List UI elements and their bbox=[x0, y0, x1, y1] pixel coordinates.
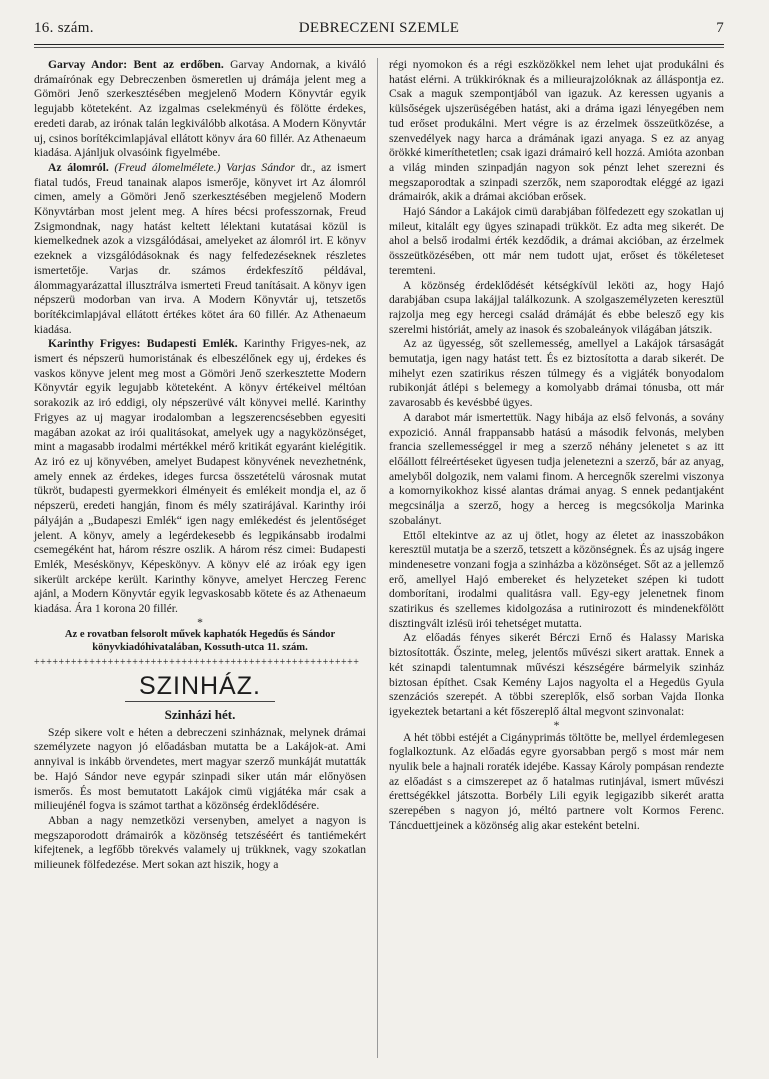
article-paragraph: A hét többi estéjét a Cigányprimás töltötte be, mellyel érdemlegesen foglalkoztunk. Az előadás egyre gyorsabban pergő s most már nem nyulik bele a hajnali roraték idejébe. Kassay Károly pompásan rendezte az előadást s a cimszerepet az ő hatalmas rutinjával, ismert művészi érettségékkel játszotta. Borbély Lili egyik legigazibb sikerét aratta szerepében s nagyon jó, méltó partnere volt Kormos Ferenc. Táncduettjeinek a közönség alig akar esteként betelni. bbox=[389, 730, 724, 832]
review-text: Karinthy Frigyes-nek, az ismert és népszerü humoristának és elbeszélőnek egy uj, érdekes és vaskos könyve jelent meg most a Gömöri Jenő szerkesztette Modern Könyvtár egyik legujabb köteteként. A könyv értékeivel méltóan sorakozik az iró eddigi, oly népszerüvé vált könyvei mellé. Karinthy Frigyes az uj magyar irodalomban a legszerencsésebben egyesiti magában azokat az irói qualitásokat, amelyek ugy a nagyközönséget, mint a magasabb irodalmi mértékkel mérő kritikát egyaránt kielégitik. Az iró ez uj könyvében, amelyet Budapest könyvének nevezhetnénk, amely ennek az érdekes, ideges furcsa összetételü városnak mutat tükröt, budapesti gyermekkori élményeit és emlékeit mondja el, az ő népszerü, eredeti hangján, finom és mély szatirájával. Karinthy irói pályáján a „Budapeszi Emlék“ igen nagy emlékedést és jelentőséget jelent. A könyv, amely a legérdekesebb és legpikánsabb irodalmi csemegéként hat, három részre oszlik. A három rész cimei: Budapesti Emlék, Meséskönyv, Képeskönyv. A könyv elé az iróak egy igen sikerült arcképe került. Karinthy könyve, amelyet Herczeg Ferenc ajánl, a Modern Könyvtár egyik legvaskosabb kötete és az Athenaeum kiadása. Ára 1 korona 20 fillér. bbox=[34, 337, 366, 616]
section-heading-szinhaz: SZINHÁZ. bbox=[139, 671, 261, 700]
section-rule bbox=[125, 701, 275, 702]
bookshop-notice: Az e rovatban felsorolt művek kaphatók Hegedűs és Sándor könyvkiadóhivatalában, Kossuth-utca 11. szám. bbox=[64, 628, 336, 653]
separator-star: * bbox=[553, 718, 560, 732]
separator-star: * bbox=[197, 615, 203, 629]
article-paragraph: Az az ügyesség, sőt szellemesség, amellyel a Lakájok társaságát bemutatja, igen nagy hatást tett. És ez biztosította a darab sikerét. De mihelyt ezen szatirikus részen túlmegy és a vigjáték bonyodalom rubikonját átlépi s belemegy a komolyabb drámai tónusba, ott már zavarosabb és kevésbbé ügyes. bbox=[389, 337, 724, 410]
issue-number: 16. szám. bbox=[34, 20, 94, 36]
right-column bbox=[389, 58, 724, 834]
review-title: Karinthy Frigyes: Budapesti Emlék. bbox=[48, 337, 238, 351]
article-paragraph: régi nyomokon és a régi eszközökkel nem lehet ujat produkálni és hatást elérni. A trükkiróknak és a milieurajzolóknak az álláspontja ez. Csak a maguk szempontjából van igazuk. Az keressen ugyanis a külsőségek ujszerüségében hatást, aki a dráma igazi lényegében nem tud erőset produkálni. Mert végre is az érzelmek összeütközése, a szenvedélyek nagy harca a drámának igazi anyaga. S ez az anyag örökké kimeríthetetlen; csak igazi drámairó kell hozzá. Amióta azonban a világ minden szinpadján nagyon sok pénzt lehet szerezni és megszaporodtak a szinpadi szerzők, nem szaporodtak eléggé az igazi drámairók, akik a drámai akcióban erősek. bbox=[389, 58, 724, 204]
page-header bbox=[34, 18, 724, 44]
page-number: 7 bbox=[716, 20, 724, 36]
journal-title: DEBRECZENI SZEMLE bbox=[298, 20, 460, 36]
review-alomrol bbox=[34, 161, 366, 337]
left-column bbox=[34, 58, 366, 873]
review-title: Garvay Andor: Bent az erdőben. bbox=[48, 58, 224, 71]
ornament-crosses: +++++++++++++++++++++++++++++++++++++++++++++++++++++ bbox=[34, 656, 360, 668]
review-karinthy bbox=[34, 337, 366, 616]
review-title: Az álomról. bbox=[48, 160, 109, 174]
article-paragraph: A közönség érdeklődését kétségkívül leköti az, hogy Hajó darabjában csupa lakájjal találkozunk. A szolgaszemélyzeten keresztül rajzolja meg egy hercegi család drámáját és ebbe belesző egy kis szerelmi históriát, amely az inasok és szobaleányok világában játszik. bbox=[389, 278, 724, 336]
article-paragraph: Szép sikere volt e héten a debreczeni szinháznak, melynek drámai személyzete nagyon jó előadásban mutatta be a Lakájok-at. Ami annyival is inkább örvendetes, mert magyar szerző munkáját mutatták be. Hajó Sándor neve egypár szinpadi siker után már előnyösen ismerős. És most bemutatott Lakájok cimü vigjátéka már csak a milieujénél fogva is számot tarthat a közönség érdeklődésére. bbox=[34, 725, 366, 813]
review-subtitle: (Freud álomelmélete.) Varjas Sándor bbox=[114, 160, 295, 174]
article-paragraph: A darabot már ismertettük. Nagy hibája az első felvonás, a sovány expozició. Annál frappansabb hatású a második felvonás, melyben francia szellemességgel ir meg a szerző néhány jelenetet s az itt előállott félreértéseket ügyesen tudja jelenetezni a szerző, bár az anyag, amelyből dolgozik, nem valami finom. A hercegnők szerelmi viszonya a komornyikokhoz kissé alantas drámai anyag. S ennek pedantjaként megcsinálja a szerző, hogy a herceg is megcsókolja Marinka szobalányt. bbox=[389, 410, 724, 527]
article-paragraph: Az előadás fényes sikerét Bérczi Ernő és Halassy Mariska biztosították. Őszinte, meleg, jelentős művészi sikert arattak. Ennek a két szinapdi talentumnak művészi készségére bármelyik szinház biztosan építhet. Csak Kemény Lajos nagyolta el a Hegedüs Gyula szenzációs szerepét. A többi szereplők, első sorban Vajda Ilonka igyekeztek betartani a két főszereplő által megvont szinvonalat: bbox=[389, 631, 724, 718]
article-paragraph: Abban a nagy nemzetközi versenyben, amelyet a nagyon is megszaporodott drámairók a közönség tetszéséért és tantiémekért kifejtenek, a legfőbb törekvés valamely uj trükknek, vagy szokatlan milieunek fölfedezése. Mert sokan azt hiszik, hogy a bbox=[34, 813, 366, 872]
review-text: Garvay Andornak, a kiváló drámaírónak egy Debreczenben ösmeretlen uj drámája jelent meg a Gömöri Jenő szerkesztésében megjelenő Modern Könyvtár egyik legujabb köteteként. Az izgalmas cselekményü és fölötte érdekes, eredeti darab, az irónak talán legkiválóbb alkotása. A Modern Könyvtár uj, csinos borítékcimlapjával ellátott könyv ára 60 fillér. Az Athenaeum kiadása. Ajánljuk olvasóink figyelmébe. bbox=[34, 58, 366, 160]
article-title: Szinházi hét. bbox=[164, 706, 236, 722]
review-garvay bbox=[34, 58, 366, 161]
review-text: dr., az ismert fiatal tudós, Freud tanainak alapos ismerője, könyvet irt Az álomról cimen, amely a Gömöri Jenő szerkesztésében megjelenő Modern Könyvtárban most jelent meg. A híres bécsi professzornak, Freud Zsigmondnak, nagy hatást keltett lélektani kutatásai közül is kiemelkednek azok a vizsgálódásai, amelyeket az álomról irt. E könyv ezeknek a vizsgálódásoknak és nagy felfedezéseknek részletes ismertetője. Varjas dr. számos érdekfeszítő példával, álommagyarázattal illusztrálva ismerteti Freud tanításait. A könyv igen népszerü modorban van irva. A Modern Könyvtár uj, tetszetős borítékcimlapjával ellátott értékes kötet ára 60 fillér. Az Athenaeum kiadása. bbox=[34, 160, 367, 336]
column-divider bbox=[377, 58, 378, 1058]
article-paragraph: Ettől eltekintve az az uj ötlet, hogy az életet az inasszobákon keresztül mutatja be a szerző, tetszett a közönségnek. És az ujság ingere mindenesetre vonzani fogja a szinházba a közönséget. Sőt az a jellemző erő, amellyel Hajó embereket és helyzeteket szépen ki tudott domborítani, irodalmi qualitásra vall. Egy-egy jelenetnek finom szatirikus és szellemes kidolgozása a rutinirozott és mindenekfölött disztingvált izlésü irói tehetséget mutatta. bbox=[389, 528, 724, 630]
header-rule bbox=[34, 44, 724, 45]
header-rule-thin bbox=[34, 47, 724, 48]
article-paragraph: Hajó Sándor a Lakájok cimü darabjában fölfedezett egy szokatlan uj mileut, kitalált egy ügyes szinapadi trükköt. Ez adta meg sikerét. De ahol a belső irodalmi érték kezdődik, a drámai akcióban, az érzelmek összeütközésében, ott már nem tudott ujat, erőset és tökéleteset teremteni. bbox=[389, 205, 724, 277]
